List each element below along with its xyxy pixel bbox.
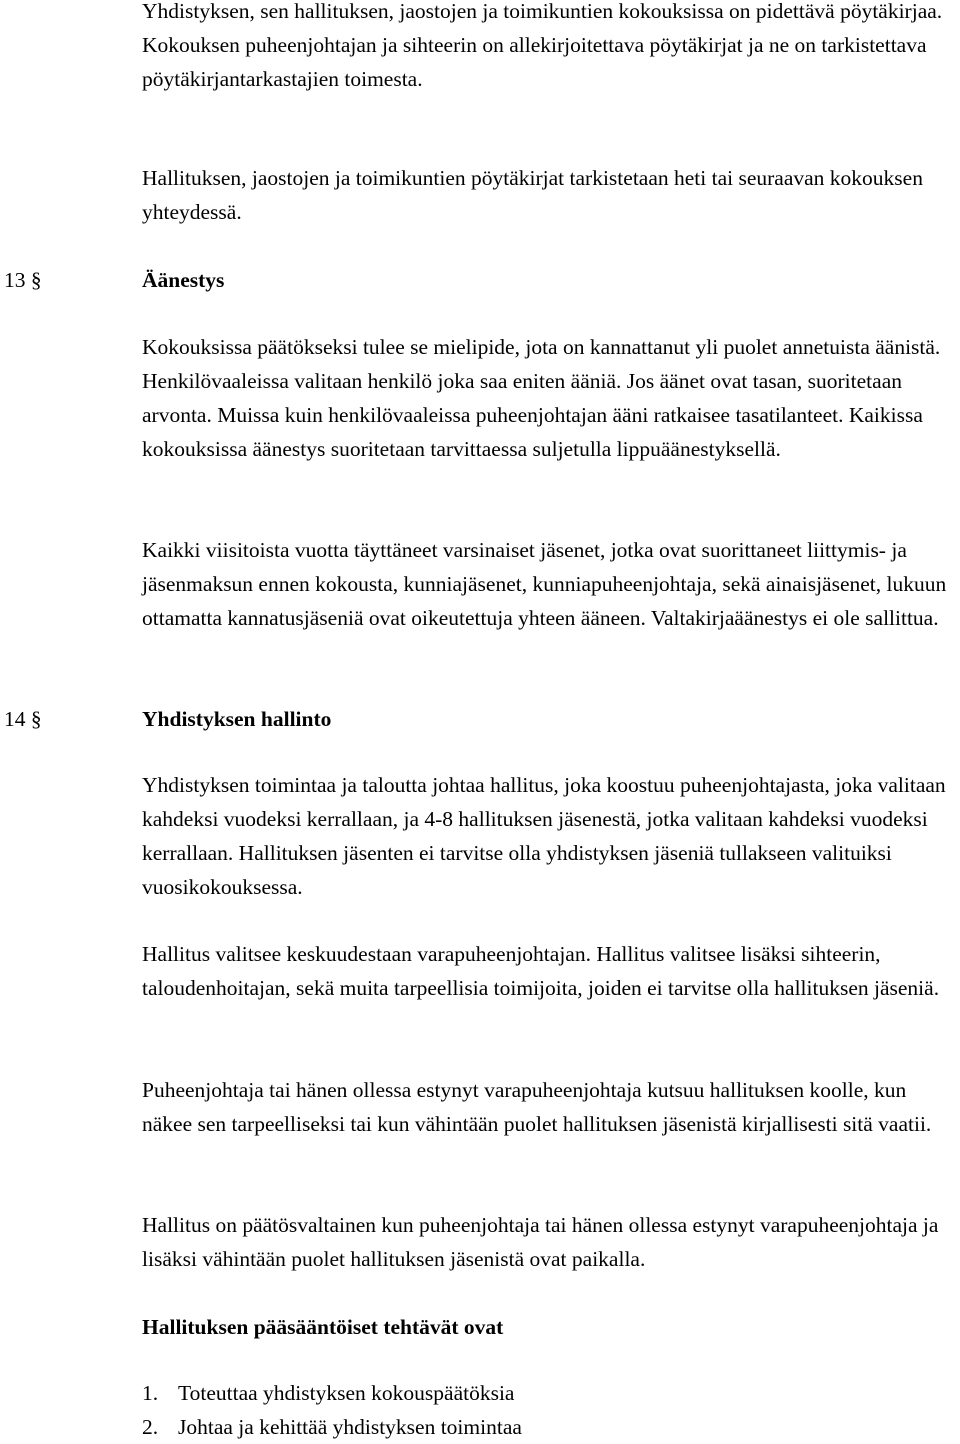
list-item-text: Toteuttaa yhdistyksen kokouspäätöksia <box>178 1381 515 1405</box>
paragraph-voting-rights <box>142 533 957 635</box>
paragraph-text: Yhdistyksen toimintaa ja taloutta johtaa hallitus, joka koostuu puheenjohtajasta, joka valitaan kahdeksi vuodeksi kerrallaan, ja 4-8 hallituksen jäsenestä, jotka valitaan kahdeksi vuodeksi kerrallaan. Hallituksen jäsenten ei tarvitse olla yhdistyksen jäseniä tullakseen valituiksi vuosikokouksessa. <box>142 773 946 899</box>
paragraph-board <box>142 768 957 904</box>
paragraph-text: Hallituksen, jaostojen ja toimikuntien pöytäkirjat tarkistetaan heti tai seuraavan kokouksen yhteydessä. <box>142 166 923 224</box>
section-title: Äänestys <box>142 268 225 292</box>
paragraph-quorum <box>142 1208 957 1276</box>
paragraph-text: Kaikki viisitoista vuotta täyttäneet varsinaiset jäsenet, jotka ovat suorittaneet liittymis- ja jäsenmaksun ennen kokousta, kunniajäsenet, kunniapuheenjohtaja, sekä ainaisjäsenet, lukuun ottamatta kannatusjäseniä ovat oikeutettuja yhteen ääneen. Valtakirjaäänestys ei ole sallittua. <box>142 538 947 630</box>
list-item <box>142 1376 514 1410</box>
paragraph-text: Kokouksissa päätökseksi tulee se mielipide, jota on kannattanut yli puolet annetuista äänistä. Henkilövaaleissa valitaan henkilö joka saa eniten ääniä. Jos äänet ovat tasan, suoritetaan arvonta. Muissa kuin henkilövaaleissa puheenjohtajan ääni ratkaisee tasatilanteet. Kaikissa kokouksissa äänestys suoritetaan tarvittaessa suljetulla lippuäänestyksellä. <box>142 335 941 461</box>
list-item-number: 1. <box>142 1381 159 1405</box>
paragraph-text: Puheenjohtaja tai hänen ollessa estynyt varapuheenjohtaja kutsuu hallituksen koolle, kun näkee sen tarpeelliseksi tai kun vähintään puolet hallituksen jäsenistä kirjallisesti sitä vaatii. <box>142 1078 932 1136</box>
paragraph-text: Yhdistyksen, sen hallituksen, jaostojen ja toimikuntien kokouksissa on pidettävä pöytäkirjaa. Kokouksen puheenjohtajan ja sihteerin on allekirjoitettava pöytäkirjat ja ne on tarkistettava pöytäkirjantarkastajien toimesta. <box>142 0 943 91</box>
section-number: 13 § <box>4 268 42 292</box>
paragraph-voting <box>142 330 957 466</box>
subheading-board-duties: Hallituksen pääsääntöiset tehtävät ovat <box>142 1315 504 1339</box>
paragraph-text: Hallitus on päätösvaltainen kun puheenjohtaja tai hänen ollessa estynyt varapuheenjohtaja ja lisäksi vähintään puolet hallituksen jäsenistä ovat paikalla. <box>142 1213 939 1271</box>
list-item-number: 2. <box>142 1415 159 1439</box>
paragraph-minutes-review <box>142 161 957 229</box>
paragraph-text: Hallitus valitsee keskuudestaan varapuheenjohtajan. Hallitus valitsee lisäksi sihteerin, taloudenhoitajan, sekä muita tarpeellisia toimijoita, joiden ei tarvitse olla hallituksen jäseniä. <box>142 942 940 1000</box>
section-title: Yhdistyksen hallinto <box>142 707 332 731</box>
paragraph-minutes <box>142 0 957 96</box>
paragraph-board-roles <box>142 937 957 1005</box>
section-number: 14 § <box>4 707 42 731</box>
list-item-text: Johtaa ja kehittää yhdistyksen toimintaa <box>178 1415 522 1439</box>
list-item <box>142 1410 522 1444</box>
paragraph-board-meetings <box>142 1073 957 1141</box>
